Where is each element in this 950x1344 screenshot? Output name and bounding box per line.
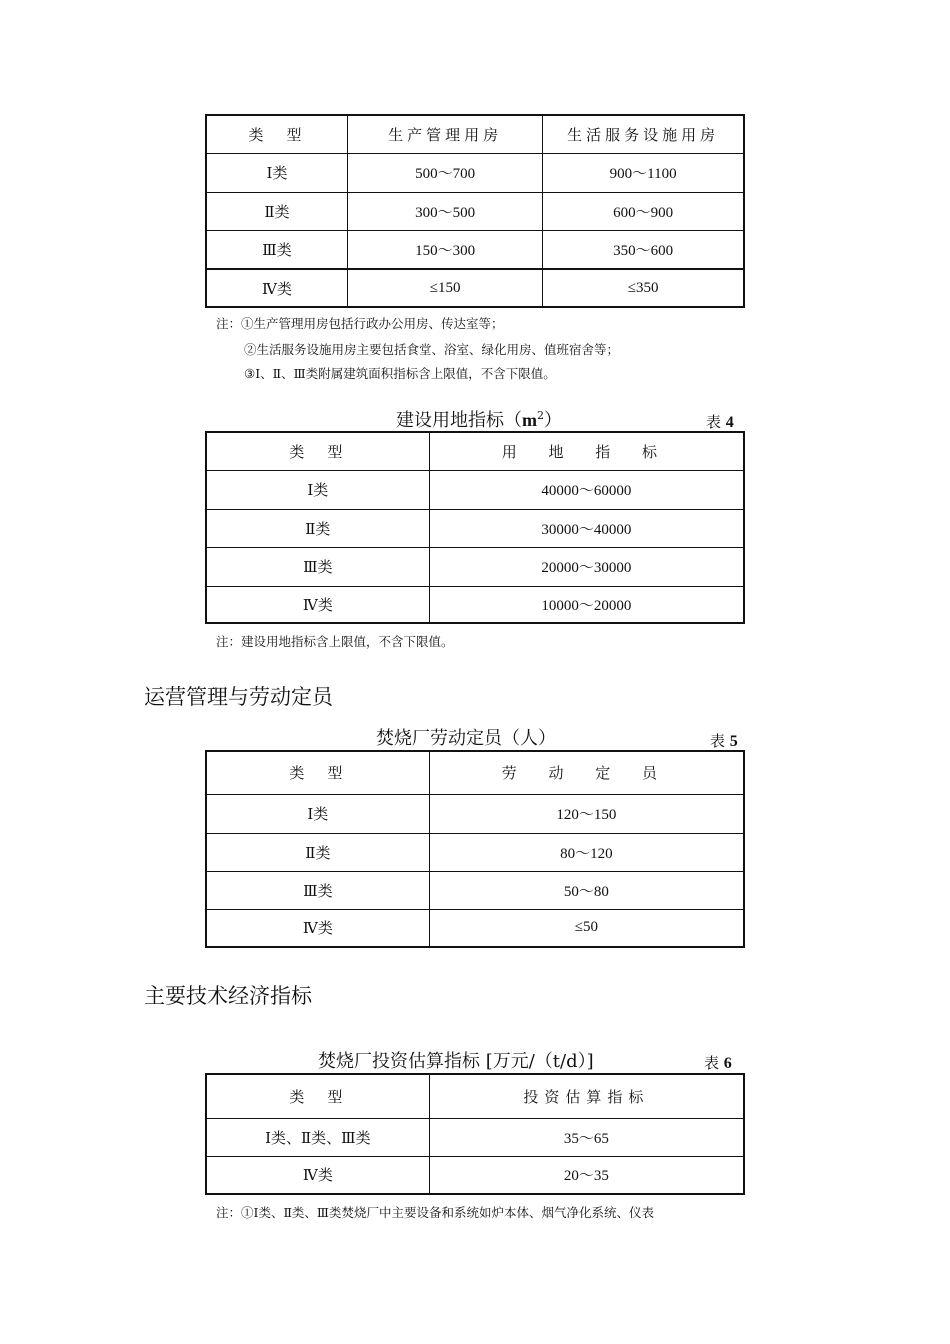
table4-caption-end: ） (544, 410, 562, 431)
row-type: Ⅲ类 (206, 871, 429, 909)
table-row (206, 1118, 744, 1156)
row-value: 120～150 (429, 794, 744, 833)
header-investment: 投资估算指标 (429, 1074, 744, 1118)
row-type: Ⅲ类 (206, 547, 429, 586)
section-heading-operations: 运营管理与劳动定员 (144, 685, 333, 709)
table-row (206, 153, 744, 192)
row-value: 50～80 (429, 871, 744, 909)
investment-estimate-table (205, 1073, 745, 1195)
header-service-rooms: 生活服务设施用房 (543, 115, 744, 153)
row-service-value: 350～600 (543, 230, 744, 269)
header-type: 类 型 (206, 432, 429, 470)
row-type: Ⅰ类 (206, 153, 348, 192)
table3-note-2: ②生活服务设施用房主要包括食堂、浴室、绿化用房、值班宿舍等； (244, 342, 620, 357)
table6-number (704, 1052, 732, 1073)
table4-number-value: 4 (725, 414, 734, 431)
table6-caption: 焚烧厂投资估算指标 [万元/（t/d）] (318, 1051, 594, 1072)
header-staffing: 劳 动 定 员 (429, 751, 744, 794)
table4-note: 注：建设用地指标含上限值，不含下限值。 (216, 634, 454, 649)
row-type: Ⅳ类 (206, 909, 429, 947)
row-type: Ⅳ类 (206, 586, 429, 623)
row-production-value: ≤150 (348, 269, 543, 307)
table-row (206, 269, 744, 307)
row-service-value: 900～1100 (543, 153, 744, 192)
table-row (206, 871, 744, 909)
table5-label: 表 (710, 732, 726, 750)
table6-number-value: 6 (723, 1055, 732, 1072)
table4-caption-text: 建设用地指标（ (396, 410, 522, 431)
table-row (206, 1156, 744, 1194)
row-service-value: 600～900 (543, 192, 744, 230)
table-row (206, 833, 744, 871)
row-value: 10000～20000 (429, 586, 744, 623)
table5-number (710, 730, 738, 751)
table3-note-3: ③Ⅰ、Ⅱ、Ⅲ类附属建筑面积指标含上限值，不含下限值。 (244, 366, 556, 381)
table-row (206, 230, 744, 269)
table4-number (706, 411, 734, 432)
row-value: 30000～40000 (429, 509, 744, 547)
table4-caption-unit: m (522, 410, 537, 430)
header-type: 类 型 (206, 1074, 429, 1118)
table-row (206, 909, 744, 947)
row-value: 20～35 (429, 1156, 744, 1194)
table-row (206, 547, 744, 586)
row-value: 80～120 (429, 833, 744, 871)
table-header-row (206, 1074, 744, 1118)
row-type: Ⅳ类 (206, 1156, 429, 1194)
table-row (206, 509, 744, 547)
row-value: 40000～60000 (429, 470, 744, 509)
section-heading-tech-econ: 主要技术经济指标 (144, 984, 312, 1008)
table-header-row (206, 751, 744, 794)
table6-note: 注：①Ⅰ类、Ⅱ类、Ⅲ类焚烧厂中主要设备和系统如炉本体、烟气净化系统、仪表 (216, 1205, 654, 1220)
row-type: Ⅱ类 (206, 833, 429, 871)
table5-number-value: 5 (729, 733, 738, 750)
row-type: Ⅳ类 (206, 269, 348, 307)
row-type: Ⅰ类 (206, 470, 429, 509)
row-production-value: 300～500 (348, 192, 543, 230)
table-header-row (206, 115, 744, 153)
table6-label: 表 (704, 1054, 720, 1072)
row-production-value: 150～300 (348, 230, 543, 269)
table5-caption: 焚烧厂劳动定员（人） (376, 728, 556, 749)
staffing-table (205, 750, 745, 948)
row-service-value: ≤350 (543, 269, 744, 307)
table-row (206, 192, 744, 230)
table-header-row (206, 432, 744, 470)
row-value: 20000～30000 (429, 547, 744, 586)
row-type: Ⅱ类 (206, 192, 348, 230)
attached-building-area-table (205, 114, 745, 308)
row-production-value: 500～700 (348, 153, 543, 192)
table4-label: 表 (706, 413, 722, 431)
row-type: Ⅰ类 (206, 794, 429, 833)
row-type: Ⅰ类、Ⅱ类、Ⅲ类 (206, 1118, 429, 1156)
table-row (206, 794, 744, 833)
row-type: Ⅱ类 (206, 509, 429, 547)
table-row (206, 586, 744, 623)
table3-note-1: 注：①生产管理用房包括行政办公用房、传达室等； (216, 316, 504, 331)
land-use-index-table (205, 431, 745, 624)
row-value: 35～65 (429, 1118, 744, 1156)
table-row (206, 470, 744, 509)
table4-caption-superscript: 2 (537, 409, 544, 422)
header-type: 类 型 (206, 751, 429, 794)
table4-caption (396, 406, 562, 432)
header-type: 类 型 (206, 115, 348, 153)
row-value: ≤50 (429, 909, 744, 947)
row-type: Ⅲ类 (206, 230, 348, 269)
header-land-index: 用 地 指 标 (429, 432, 744, 470)
header-production-rooms: 生产管理用房 (348, 115, 543, 153)
